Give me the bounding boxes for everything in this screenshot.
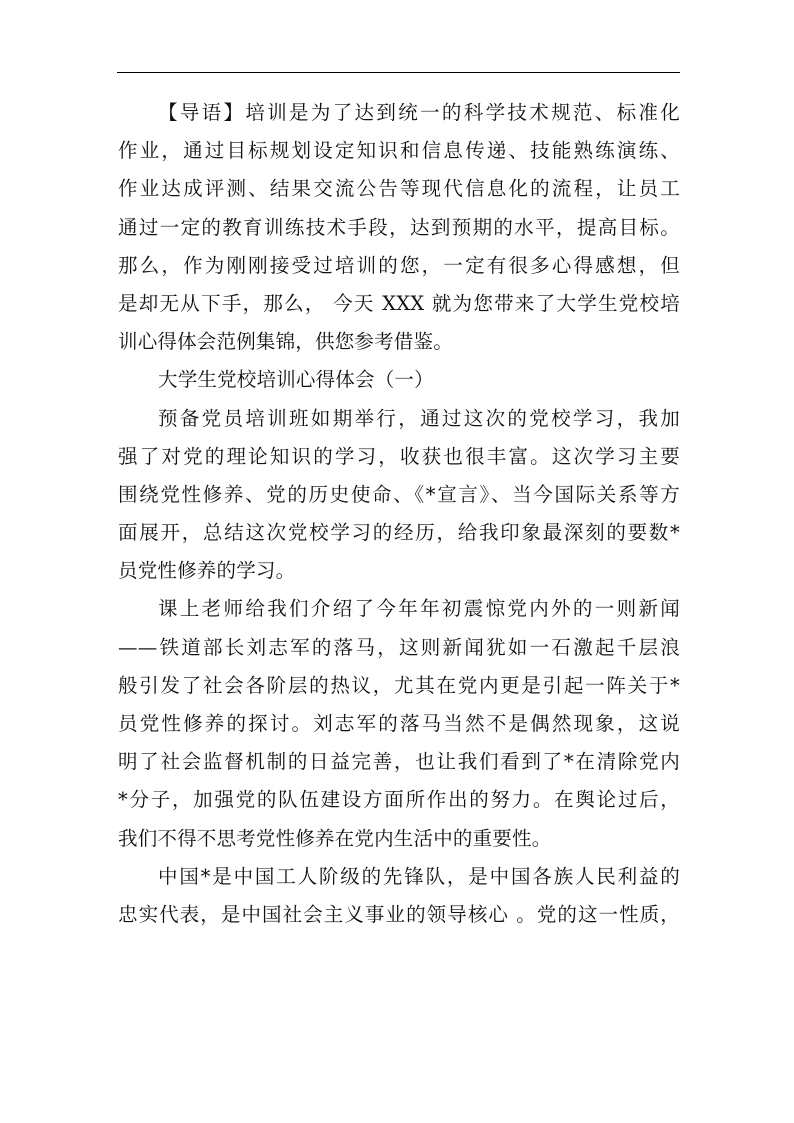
paragraph2-line: *分子，加强党的队伍建设方面所作出的努力。在舆论过后， xyxy=(118,788,680,812)
paragraph2-line: 课上老师给我们介绍了今年年初震惊党内外的一则新闻 xyxy=(158,597,680,621)
section-title: 大学生党校培训心得体会（一） xyxy=(158,368,434,392)
intro-line: 那么，作为刚刚接受过培训的您，一定有很多心得感想，但 xyxy=(118,253,680,277)
paragraph3-line: 中国*是中国工人阶级的先锋队，是中国各族人民利益的 xyxy=(158,864,680,888)
paragraph1-line: 强了对党的理论知识的学习，收获也很丰富。这次学习主要 xyxy=(118,444,680,468)
paragraph3-line: 忠实代表，是中国社会主义事业的领导核心 。党的这一性质， xyxy=(118,902,680,926)
paragraph1-line: 预备党员培训班如期举行，通过这次的党校学习，我加 xyxy=(158,406,680,430)
paragraph2-line: 员党性修养的探讨。刘志军的落马当然不是偶然现象，这说 xyxy=(118,712,680,735)
paragraph1-line: 面展开，总结这次党校学习的经历，给我印象最深刻的要数* xyxy=(118,521,680,545)
intro-line: 是却无从下手，那么， 今天 XXX 就为您带来了大学生党校培 xyxy=(118,291,680,315)
intro-line: 作业达成评测、结果交流公告等现代信息化的流程，让员工 xyxy=(118,177,680,201)
paragraph2-line: 般引发了社会各阶层的热议，尤其在党内更是引起一阵关于* xyxy=(118,673,680,697)
intro-line: 通过一定的教育训练技术手段，达到预期的水平，提高目标。 xyxy=(118,215,680,239)
intro-line: 训心得体会范例集锦，供您参考借鉴。 xyxy=(118,330,453,354)
intro-line: 【导语】培训是为了达到统一的科学技术规范、标准化 xyxy=(158,101,680,124)
paragraph2-line: 我们不得不思考党性修养在党内生活中的重要性。 xyxy=(118,826,552,850)
paragraph2-line: ——铁道部长刘志军的落马，这则新闻犹如一石激起千层浪 xyxy=(118,635,680,659)
paragraph2-line: 明了社会监督机制的日益完善，也让我们看到了*在清除党内 xyxy=(118,750,680,774)
intro-line: 作业，通过目标规划设定知识和信息传递、技能熟练演练、 xyxy=(118,139,680,163)
paragraph1-line: 员党性修养的学习。 xyxy=(118,559,296,583)
paragraph1-line: 围绕党性修养、党的历史使命、《*宣言》、当今国际关系等方 xyxy=(118,482,680,506)
header-rule xyxy=(117,72,680,73)
document-body xyxy=(118,94,680,934)
